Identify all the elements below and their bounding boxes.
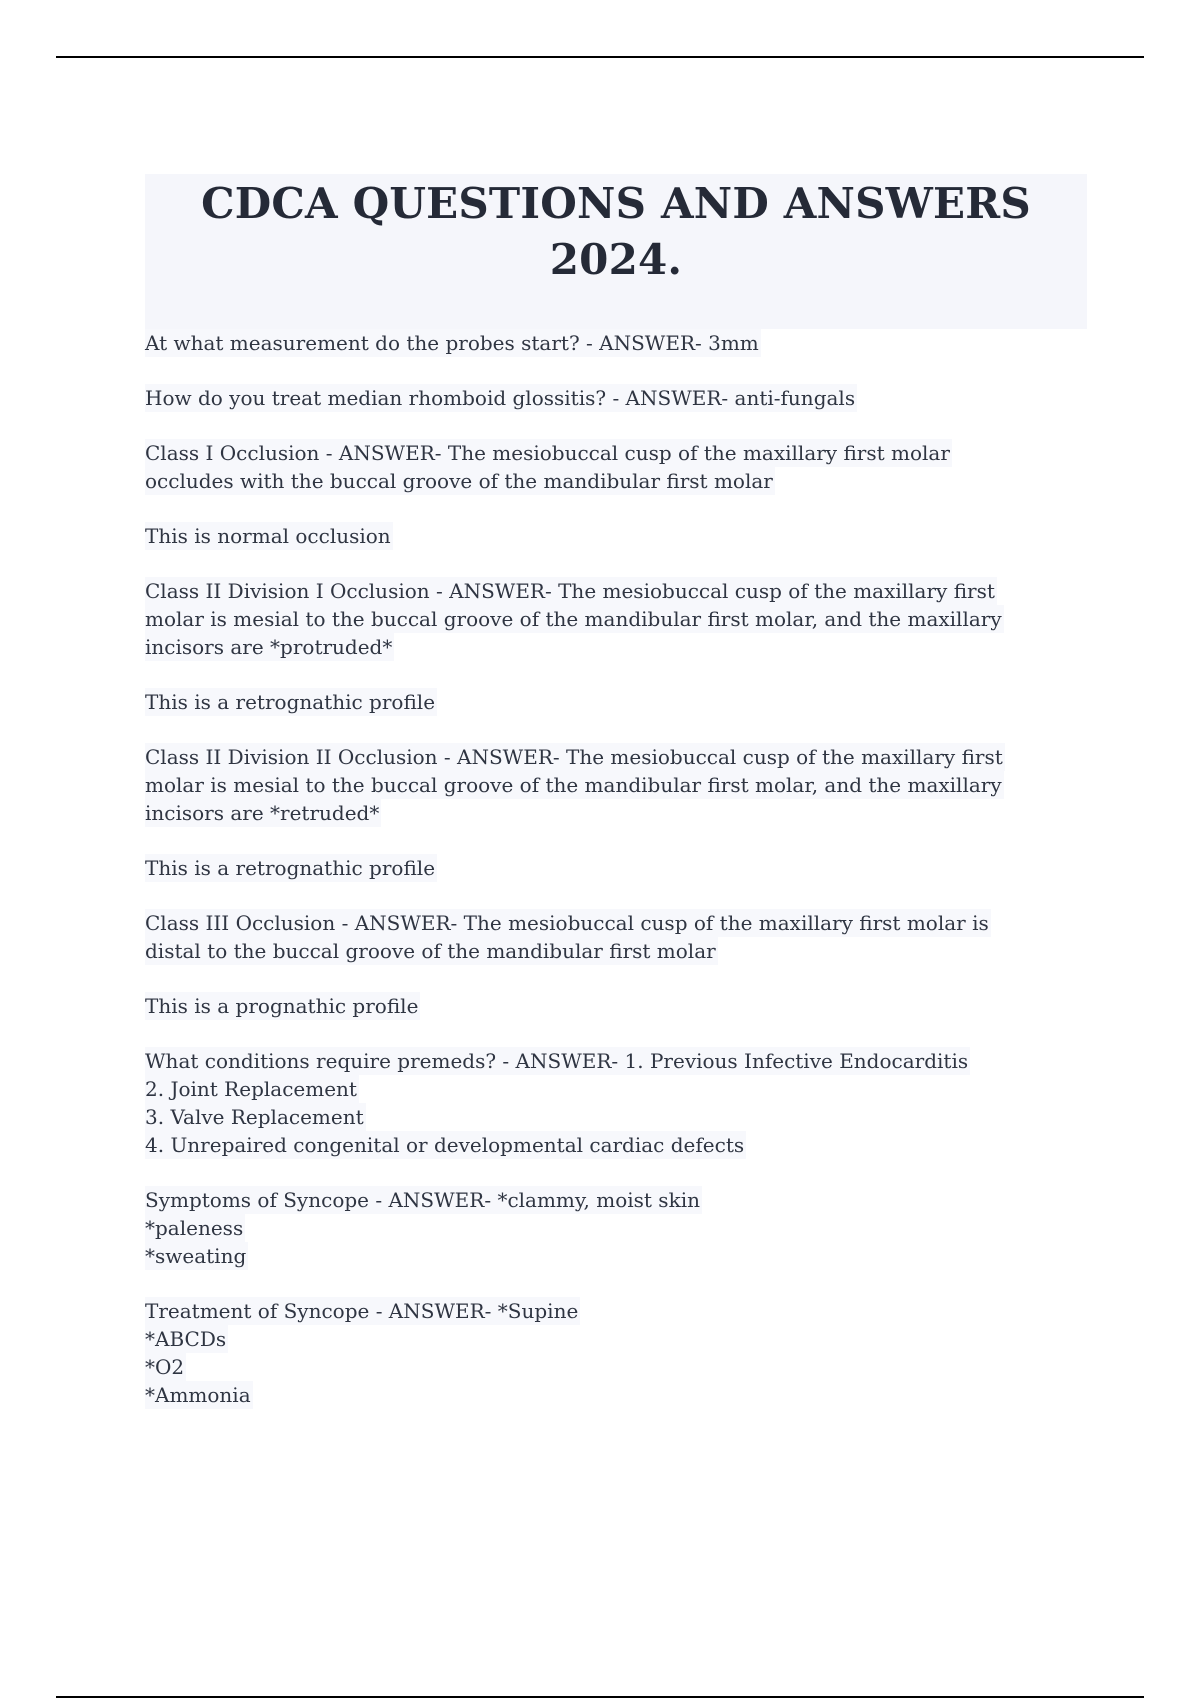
qa-line: Class II Division II Occlusion - ANSWER- The mesiobuccal cusp of the maxillary first bbox=[145, 745, 1003, 769]
qa-line: *paleness bbox=[145, 1216, 244, 1240]
qa-line: molar is mesial to the buccal groove of the mandibular first molar, and the maxillary bbox=[145, 607, 1002, 631]
qa-line: 4. Unrepaired congenital or developmental cardiac defects bbox=[145, 1133, 745, 1157]
qa-line-wrap bbox=[145, 854, 1087, 882]
qa-line: How do you treat median rhomboid glossitis? - ANSWER- anti-fungals bbox=[145, 386, 856, 410]
qa-entry bbox=[145, 577, 1087, 661]
qa-entry bbox=[145, 1047, 1087, 1159]
qa-line-wrap bbox=[145, 909, 1087, 937]
qa-entry bbox=[145, 909, 1087, 965]
qa-entry bbox=[145, 522, 1087, 550]
qa-line: Class II Division I Occlusion - ANSWER- The mesiobuccal cusp of the maxillary first bbox=[145, 579, 995, 603]
document-title bbox=[145, 174, 1087, 288]
qa-entry bbox=[145, 1297, 1087, 1409]
qa-line-wrap bbox=[145, 1103, 1087, 1131]
qa-line-wrap bbox=[145, 771, 1087, 799]
qa-line: Class I Occlusion - ANSWER- The mesiobuccal cusp of the maxillary first molar bbox=[145, 441, 950, 465]
qa-line-wrap bbox=[145, 799, 1087, 827]
qa-line: This is a prognathic profile bbox=[145, 994, 419, 1018]
title-line-1: CDCA QUESTIONS AND ANSWERS bbox=[201, 179, 1031, 228]
qa-line-wrap bbox=[145, 937, 1087, 965]
qa-entry bbox=[145, 1186, 1087, 1270]
qa-line: incisors are *protruded* bbox=[145, 635, 393, 659]
qa-line-wrap bbox=[145, 577, 1087, 605]
qa-entry bbox=[145, 329, 1087, 357]
qa-line-wrap bbox=[145, 1325, 1087, 1353]
qa-line: This is a retrognathic profile bbox=[145, 690, 436, 714]
qa-line-wrap bbox=[145, 1186, 1087, 1214]
qa-line: At what measurement do the probes start? - ANSWER- 3mm bbox=[145, 331, 759, 355]
qa-entry bbox=[145, 743, 1087, 827]
qa-line: What conditions require premeds? - ANSWER- 1. Previous Infective Endocarditis bbox=[145, 1049, 969, 1073]
bottom-rule bbox=[56, 1696, 1144, 1698]
qa-line: This is normal occlusion bbox=[145, 524, 391, 548]
qa-entry bbox=[145, 384, 1087, 412]
qa-line-wrap bbox=[145, 522, 1087, 550]
qa-line: occludes with the buccal groove of the mandibular first molar bbox=[145, 469, 773, 493]
qa-line-wrap bbox=[145, 467, 1087, 495]
qa-line: incisors are *retruded* bbox=[145, 801, 380, 825]
qa-line: Class III Occlusion - ANSWER- The mesiobuccal cusp of the maxillary first molar is bbox=[145, 911, 989, 935]
title-line-2: 2024. bbox=[549, 235, 683, 284]
qa-line-wrap bbox=[145, 633, 1087, 661]
qa-list bbox=[145, 329, 1087, 1409]
qa-line-wrap bbox=[145, 1047, 1087, 1075]
qa-entry bbox=[145, 992, 1087, 1020]
qa-line-wrap bbox=[145, 384, 1087, 412]
qa-line: molar is mesial to the buccal groove of the mandibular first molar, and the maxillary bbox=[145, 773, 1002, 797]
qa-line: distal to the buccal groove of the mandibular first molar bbox=[145, 939, 716, 963]
qa-line: 3. Valve Replacement bbox=[145, 1105, 364, 1129]
qa-line-wrap bbox=[145, 1131, 1087, 1159]
qa-line: 2. Joint Replacement bbox=[145, 1077, 357, 1101]
title-block bbox=[145, 174, 1087, 329]
qa-line-wrap bbox=[145, 1242, 1087, 1270]
qa-line-wrap bbox=[145, 1381, 1087, 1409]
qa-entry bbox=[145, 854, 1087, 882]
qa-line: *sweating bbox=[145, 1244, 247, 1268]
qa-line: Symptoms of Syncope - ANSWER- *clammy, moist skin bbox=[145, 1188, 700, 1212]
document-body bbox=[145, 174, 1087, 1436]
qa-line-wrap bbox=[145, 605, 1087, 633]
qa-line-wrap bbox=[145, 439, 1087, 467]
qa-line: Treatment of Syncope - ANSWER- *Supine bbox=[145, 1299, 579, 1323]
qa-line-wrap bbox=[145, 1353, 1087, 1381]
qa-line-wrap bbox=[145, 1297, 1087, 1325]
qa-line-wrap bbox=[145, 329, 1087, 357]
qa-entry bbox=[145, 688, 1087, 716]
qa-line-wrap bbox=[145, 688, 1087, 716]
qa-entry bbox=[145, 439, 1087, 495]
qa-line: *ABCDs bbox=[145, 1327, 227, 1351]
top-rule bbox=[56, 56, 1144, 58]
qa-line: *O2 bbox=[145, 1355, 185, 1379]
qa-line-wrap bbox=[145, 992, 1087, 1020]
qa-line-wrap bbox=[145, 743, 1087, 771]
qa-line: This is a retrognathic profile bbox=[145, 856, 436, 880]
qa-line: *Ammonia bbox=[145, 1383, 251, 1407]
qa-line-wrap bbox=[145, 1214, 1087, 1242]
qa-line-wrap bbox=[145, 1075, 1087, 1103]
